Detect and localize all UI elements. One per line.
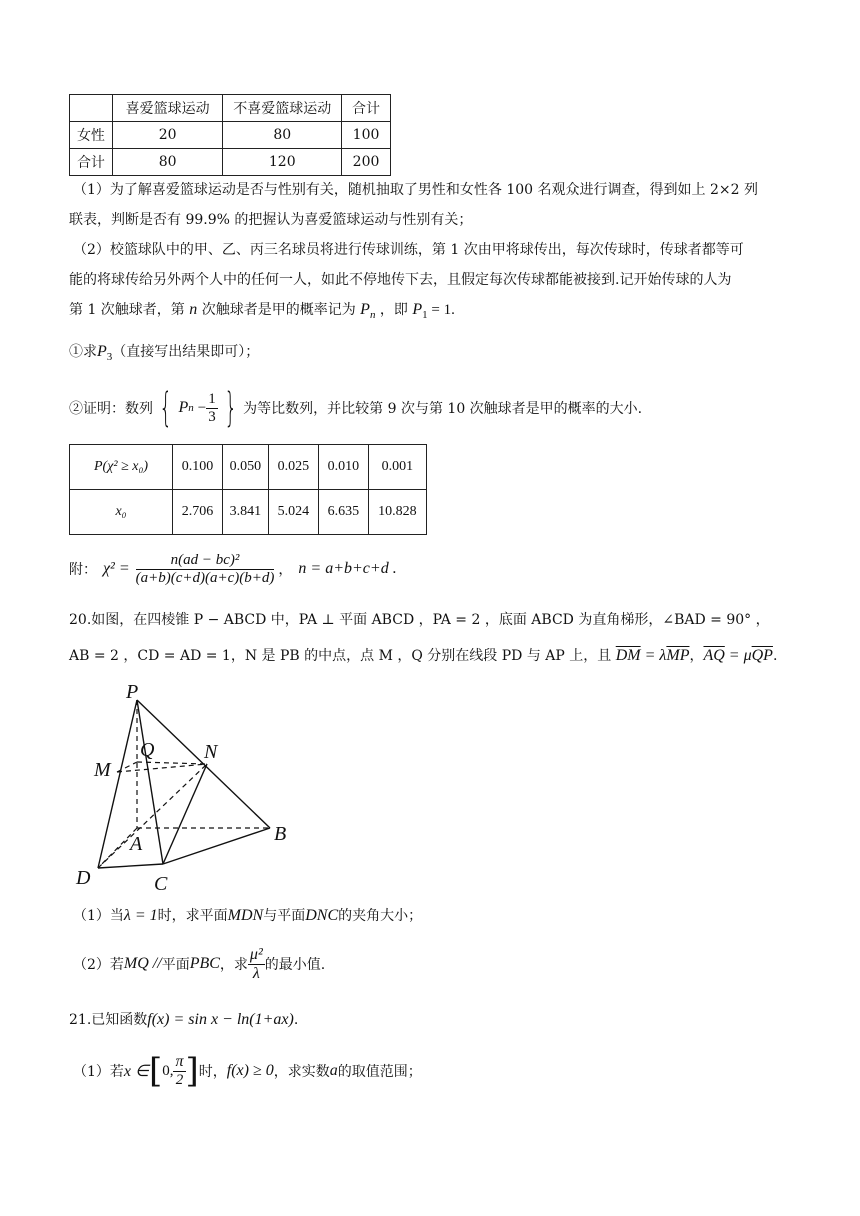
- edge-cb: [163, 828, 270, 864]
- pyramid-diagram: [70, 678, 300, 896]
- segment-mn: [117, 764, 207, 772]
- q19-part2-line3: [69, 300, 455, 325]
- math-text: DNC: [305, 907, 339, 924]
- math-text: 0,: [162, 1062, 174, 1079]
- text: （1）若: [73, 1064, 124, 1080]
- math-var: P: [360, 301, 370, 318]
- math-text: MDN: [227, 907, 264, 924]
- math-text: n = a+b+c+d .: [298, 560, 397, 577]
- table-row: [70, 445, 427, 490]
- table-cell: 100: [342, 122, 391, 149]
- text: 附：: [69, 562, 97, 578]
- q21-part1: [73, 1046, 422, 1096]
- math-text: PBC: [189, 955, 220, 972]
- text: ，即: [379, 302, 408, 318]
- text: ，求: [219, 957, 248, 973]
- table-row: [70, 122, 391, 149]
- right-brace: }: [224, 385, 237, 431]
- segment-mq: [117, 762, 137, 772]
- table-cell: P(χ² ≥ x₀): [70, 445, 173, 490]
- table-cell: 合计: [70, 149, 113, 176]
- table-cell: 120: [223, 149, 342, 176]
- math-text: χ² =: [103, 560, 130, 577]
- label-q: Q: [140, 739, 155, 761]
- fraction: [248, 946, 265, 983]
- math-sub: n: [369, 308, 376, 321]
- math-text: MQ //: [123, 955, 162, 972]
- vector-dm: $\overline{DM}$: [615, 647, 641, 664]
- numerator: π: [175, 1053, 184, 1070]
- vector-mp: $\overline{MP}$: [666, 647, 690, 664]
- text: ①求: [69, 344, 97, 360]
- text: .: [293, 1012, 299, 1028]
- math-text: −: [197, 399, 207, 416]
- numerator: n(ad − bc)²: [136, 552, 275, 570]
- text: ②证明：数列: [69, 401, 153, 417]
- label-d: D: [76, 867, 91, 889]
- text: 时，求平面: [157, 908, 228, 924]
- text: 21.已知函数: [69, 1012, 148, 1028]
- text: 平面: [161, 957, 190, 973]
- label-m: M: [94, 759, 111, 781]
- text: .: [772, 648, 778, 664]
- edge-cn: [163, 764, 207, 864]
- q19-part2-line2: 能的将球传给另外两个人中的任何一人，如此不停地传下去，且假定每次传球都能被接到.记开始传球的人为: [69, 272, 732, 288]
- math-var: P: [412, 301, 423, 318]
- text: 第 1 次触球者，第: [69, 302, 185, 318]
- text: 为等比数列，并比较第 9 次与第 10 次触球者是甲的概率的大小.: [243, 401, 643, 417]
- table-cell: 0.010: [318, 445, 368, 490]
- fraction: [173, 1053, 185, 1089]
- math-var: P: [97, 343, 107, 360]
- text: 次触球者是甲的概率记为: [201, 302, 356, 318]
- table-header-row: [70, 95, 391, 122]
- numerator: μ²: [249, 945, 263, 963]
- math-text: = 1.: [427, 302, 455, 318]
- text: ，求实数: [273, 1064, 330, 1080]
- table-cell: x₀: [70, 490, 173, 535]
- table-row: [70, 149, 391, 176]
- denominator: 3: [208, 408, 216, 425]
- q20-part1: [73, 906, 422, 926]
- critical-value-table: [69, 444, 427, 535]
- denominator: 2: [175, 1072, 184, 1088]
- math-text: f(x) = sin x − ln(1+ax): [147, 1011, 294, 1028]
- label-n: N: [204, 741, 218, 763]
- math-var: n: [189, 301, 198, 318]
- table-cell: 6.635: [318, 490, 368, 535]
- q19-part1-line1: （1）为了解喜爱篮球运动是否与性别有关，随机抽取了男性和女性各 100 名观众进行调查，得到如上 2×2 列: [73, 182, 758, 198]
- label-a: A: [130, 833, 143, 855]
- left-bracket: [: [148, 1051, 163, 1091]
- label-p: P: [126, 681, 139, 703]
- table-cell: 0.100: [173, 445, 223, 490]
- denominator: λ: [252, 964, 260, 982]
- fraction: [206, 391, 218, 426]
- table-cell: 合计: [342, 95, 391, 122]
- table-cell: 20: [112, 122, 223, 149]
- label-b: B: [274, 823, 287, 845]
- table-row: [70, 490, 427, 535]
- edge-dc: [98, 864, 163, 868]
- math-sub: n: [188, 402, 194, 414]
- math-text: a: [329, 1062, 338, 1079]
- table-cell: 不喜爱篮球运动: [223, 95, 342, 122]
- math-text: = μ: [724, 647, 752, 664]
- math-text: x ∈: [123, 1063, 149, 1080]
- text: 的最小值.: [264, 957, 326, 973]
- label-c: C: [154, 873, 168, 895]
- contingency-table: [69, 94, 391, 176]
- q20-part2: [73, 940, 325, 988]
- table-cell: 0.025: [268, 445, 318, 490]
- denominator: (a+b)(c+d)(a+c)(b+d): [135, 569, 275, 586]
- table-cell: 10.828: [368, 490, 426, 535]
- text: 与平面: [263, 908, 306, 924]
- table-cell: 5.024: [268, 490, 318, 535]
- table-cell: [70, 95, 113, 122]
- text: （1）当: [73, 908, 124, 924]
- table-cell: 80: [223, 122, 342, 149]
- q19-part2-line1: （2）校篮球队中的甲、乙、丙三名球员将进行传球训练，第 1 次由甲将球传出，每次传球时，传球者都等可: [73, 242, 744, 258]
- left-brace: {: [159, 385, 173, 431]
- segment-dn: [98, 764, 207, 868]
- math-text: λ = 1: [123, 907, 158, 924]
- math-text: f(x) ≥ 0: [226, 1062, 274, 1079]
- text: （直接写出结果即可）；: [112, 344, 260, 360]
- math-sub: 3: [106, 350, 113, 363]
- table-cell: 女性: [70, 122, 113, 149]
- text: 的取值范围；: [337, 1064, 422, 1080]
- table-cell: 3.841: [222, 490, 268, 535]
- q19-subq1: [69, 342, 259, 367]
- q20-line2: [69, 646, 777, 666]
- text: 时，: [198, 1064, 227, 1080]
- math-var: P: [178, 399, 189, 416]
- numerator: 1: [208, 390, 216, 407]
- math-text: = λ: [640, 647, 667, 664]
- text: （2）若: [73, 957, 124, 973]
- table-cell: 喜爱篮球运动: [112, 95, 223, 122]
- text: AB = 2 ，CD = AD = 1，N 是 PB 的中点，点 M ，Q 分别在线段 PD 与 AP 上，且: [69, 648, 612, 664]
- text: 的夹角大小；: [338, 908, 423, 924]
- chi-square-formula: [69, 544, 397, 594]
- vector-aq: $\overline{AQ}$: [703, 647, 725, 664]
- q19-part1-line2: 联表，判断是否有 99.9% 的把握认为喜爱篮球运动与性别有关；: [69, 212, 473, 228]
- text: ，: [278, 562, 293, 578]
- table-cell: 80: [112, 149, 223, 176]
- table-cell: 200: [342, 149, 391, 176]
- q21-line1: [69, 1010, 298, 1030]
- q19-subq2: [69, 384, 642, 432]
- math-sub: 1: [422, 308, 428, 321]
- table-cell: 0.001: [368, 445, 426, 490]
- table-cell: 0.050: [222, 445, 268, 490]
- fraction: [136, 552, 275, 587]
- vector-qp: $\overline{QP}$: [751, 647, 773, 664]
- right-bracket: ]: [185, 1051, 199, 1091]
- text: ，: [689, 648, 704, 664]
- q20-line1: 20.如图，在四棱锥 P − ABCD 中，PA ⊥ 平面 ABCD ，PA = 2 ，底面 ABCD 为直角梯形，∠BAD = 90° ，: [69, 612, 770, 628]
- table-cell: 2.706: [173, 490, 223, 535]
